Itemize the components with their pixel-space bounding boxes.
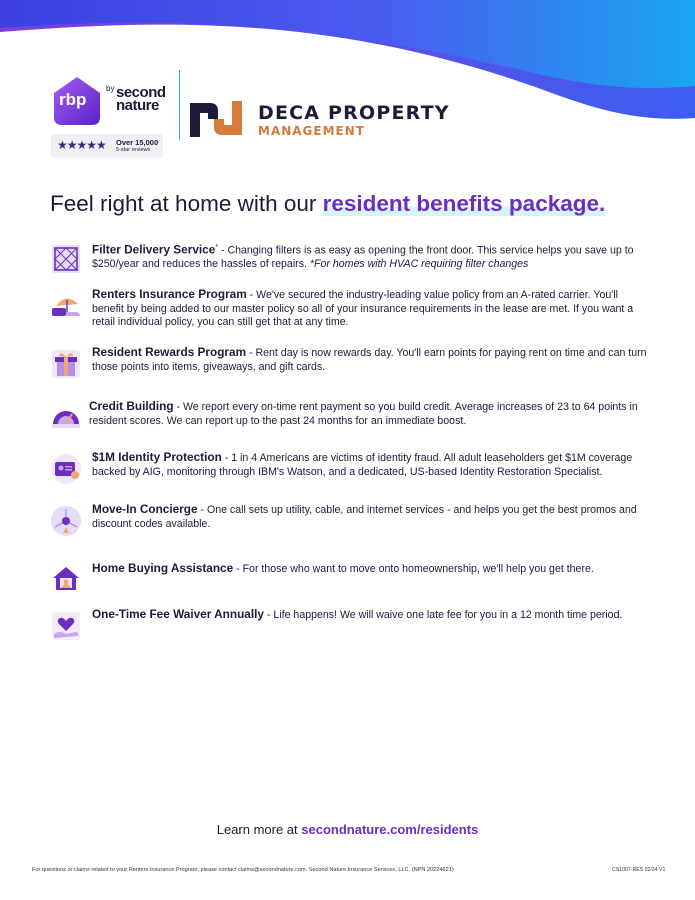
headline-highlight: resident benefits package.	[322, 191, 606, 216]
benefit-body: - One call sets up utility, cable, and internet services - and helps you get the best promos and discount codes available.	[92, 504, 637, 530]
benefit-body: - Rent day is now rewards day. You'll earn points for paying rent on time and can turn those points into items, giveaways, and gift cards.	[92, 347, 647, 373]
benefit-title: Renters Insurance Program	[92, 287, 247, 301]
house-icon	[50, 564, 82, 596]
benefit-text	[92, 608, 650, 623]
learn-more	[0, 822, 695, 837]
second-nature-brand-line2: nature	[116, 97, 159, 114]
learn-more-prefix: Learn more at	[216, 822, 302, 837]
learn-more-link[interactable]: secondnature.com/residents	[301, 822, 479, 837]
benefit-text	[92, 451, 650, 479]
logo-divider	[179, 70, 180, 140]
concierge-icon	[50, 505, 82, 537]
benefit-body: - For those who want to move onto homeownership, we'll help you get there.	[233, 563, 594, 575]
reviews-label: 5-star reviews	[116, 147, 151, 153]
document-code: CS1007-RES 02/24 V1	[612, 867, 666, 873]
umbrella-icon	[50, 290, 82, 322]
benefit-body: - Life happens! We will waive one late fee for you in a 12 month time period.	[263, 609, 623, 621]
benefit-title: Filter Delivery Service	[92, 242, 216, 257]
page-title	[50, 191, 605, 217]
benefit-text	[92, 346, 650, 374]
benefit-body: - Changing filters is as easy as opening the front door. This service helps you save up to $250/year and reduces the hassles of repairs.	[92, 244, 634, 271]
footer-disclaimer: For questions or claims related to your Renters Insurance Program, please contact claims@secondnature.com. Second Nature Insurance Services, LLC. (NPN 20224621)	[32, 867, 454, 873]
second-nature-brand-line1: second	[116, 84, 166, 101]
five-star-icon: ★★★★★	[57, 138, 106, 152]
benefit-title: Move-In Concierge	[92, 502, 198, 516]
benefit-title: One-Time Fee Waiver Annually	[92, 607, 264, 621]
gauge-icon	[50, 402, 82, 434]
rbp-badge-text: rbp	[59, 90, 87, 109]
filter-icon	[50, 243, 82, 275]
benefit-text	[92, 241, 650, 272]
wave-watermark-text: DRIVE	[284, 36, 363, 63]
reviews-count: Over 15,000	[116, 138, 159, 147]
benefit-title: Credit Building	[89, 399, 174, 413]
benefit-body: - 1 in 4 Americans are victims of identity fraud. All adult leaseholders get $1M coverage backed by AIG, monitoring through IBM's Watson, and a dedicated, US-based Identity Restoration Specialist.	[92, 452, 633, 478]
benefit-note: *For homes with HVAC requiring filter changes	[309, 258, 529, 271]
deca-logo-icon	[188, 99, 244, 139]
benefit-footnote-marker: *	[215, 244, 219, 251]
deca-company-name: DECA PROPERTY	[258, 102, 450, 124]
benefit-text	[89, 400, 647, 428]
benefit-text	[92, 562, 650, 577]
benefit-title: Home Buying Assistance	[92, 561, 234, 575]
rbp-by-text: by	[106, 84, 115, 93]
benefit-title: $1M Identity Protection	[92, 450, 222, 464]
benefit-text	[92, 288, 650, 330]
gift-icon	[50, 348, 82, 380]
benefit-body: - We've secured the industry-leading value policy from an A-rated carrier. You'll benefit by being added to our master policy so all of your insurance requirements in the lease are met. If you want a retail individual policy, you can still get that at any time.	[92, 289, 634, 328]
heart-hand-icon	[50, 610, 82, 642]
headline-prefix: Feel right at home with our	[50, 191, 323, 216]
deca-company-subtitle: MANAGEMENT	[258, 124, 365, 138]
benefit-text	[92, 503, 650, 531]
benefit-body: - We report every on-time rent payment so you build credit. Average increases of 23 to 64 points in resident scores. We can report up to the past 24 months for an immediate boost.	[89, 401, 638, 427]
reviews-badge	[51, 134, 163, 158]
rbp-logo	[50, 72, 170, 134]
benefit-title: Resident Rewards Program	[92, 345, 247, 359]
id-card-icon	[50, 453, 82, 485]
